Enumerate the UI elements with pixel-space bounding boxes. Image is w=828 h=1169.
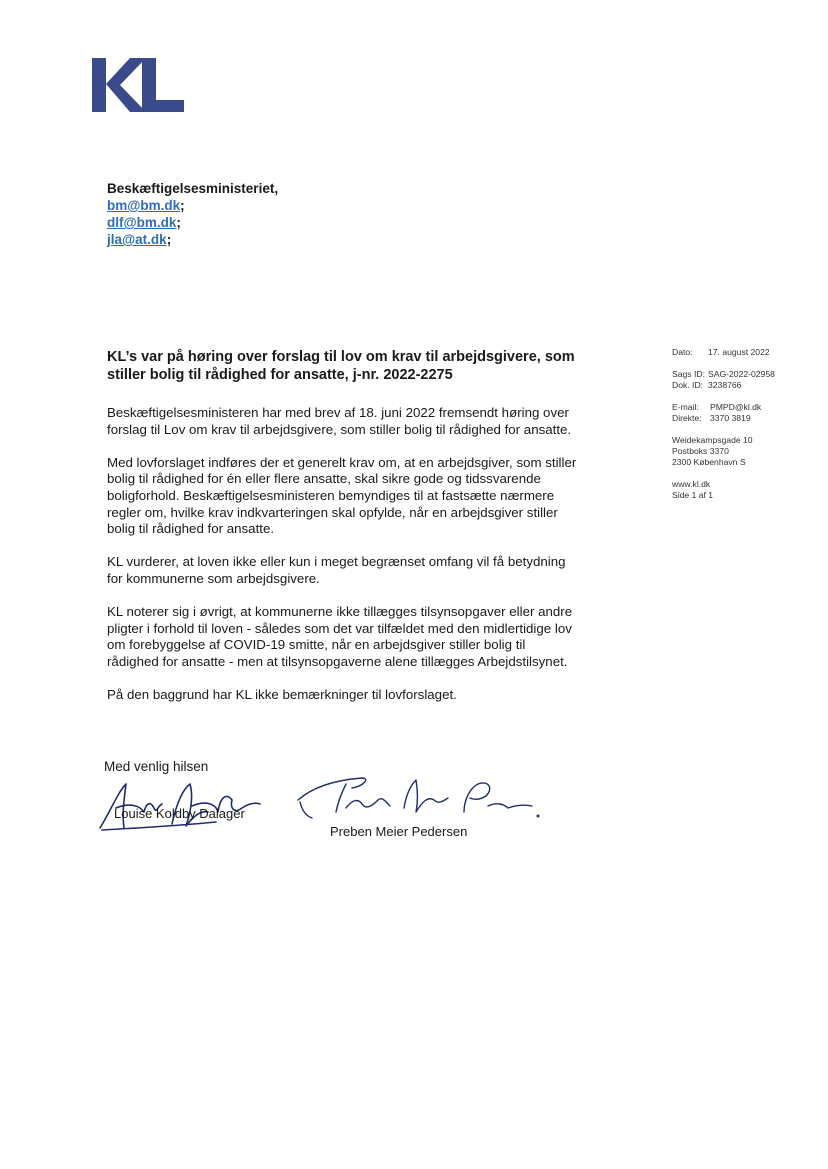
body-paragraph: På den baggrund har KL ikke bemærkninger til lovforslaget. [107, 687, 457, 703]
date-value: 17. august 2022 [708, 347, 770, 357]
recipient-block [107, 180, 278, 248]
kl-logo [90, 56, 186, 114]
email-separator: ; [180, 198, 185, 213]
email-label: E-mail: [672, 402, 699, 412]
letter-title: KL’s var på høring over forslag til lov om krav til arbejdsgivere, som stiller bolig til rådighed for ansatte, j-nr. 2022-2275 [107, 349, 575, 383]
body-paragraph: Beskæftigelsesministeren har med brev af 18. juni 2022 fremsendt høring over forslag til Lov om krav til arbejdsgivere, som stiller bolig til rådighed for ansatte. [107, 405, 572, 437]
email-link-dlf[interactable]: dlf@bm.dk [107, 215, 177, 230]
body-paragraph: KL noterer sig i øvrigt, at kommunerne ikke tillægges tilsynsopgaver eller andre pligter i forhold til loven - således som det var tilfældet med den midlertidige lov om forebyggelse af COVID-19 smitte, når en arbejdsgiver stiller bolig til rådighed for ansatte - men at tilsynsopgaverne alene tillægges Arbejdstilsynet. [107, 604, 573, 669]
sags-id-label: Sags ID: [672, 369, 705, 379]
dok-id-value: 3238766 [708, 380, 742, 390]
date-label: Dato: [672, 347, 693, 357]
meta-sidebar [672, 347, 822, 512]
contact-group [672, 402, 822, 424]
date-group [672, 347, 822, 358]
email-value[interactable]: PMPD@kl.dk [710, 402, 762, 412]
body-paragraph: KL vurderer, at loven ikke eller kun i meget begrænset omfang vil få betydning for kommunerne som arbejdsgivere. [107, 554, 566, 586]
signature-preben [292, 772, 544, 826]
web-group [672, 479, 822, 501]
body-paragraph: Med lovforslaget indføres der et generelt krav om, at en arbejdsgiver, som stiller bolig til rådighed for én eller flere ansatte, skal sikre gode og tidssvarende boligforhold. Beskæftigelsesministeren bemyndiges til at fastsætte nærmere regler om, hvilke krav indkvarteringen skal opfylde, når en arbejdsgiver stiller bolig til rådighed for ansatte. [107, 454, 577, 537]
sags-id-value: SAG-2022-02958 [708, 369, 775, 379]
closing-greeting: Med venlig hilsen [104, 759, 209, 774]
letter-body [107, 405, 577, 720]
address-line: Postboks 3370 [672, 446, 729, 456]
direkte-label: Direkte: [672, 413, 702, 423]
website[interactable]: www.kl.dk [672, 479, 711, 489]
signatory-name-1: Louise Koldby Dalager [114, 806, 245, 821]
address-group [672, 435, 822, 468]
email-link-bm[interactable]: bm@bm.dk [107, 198, 181, 213]
dok-id-label: Dok. ID: [672, 380, 704, 390]
page-number: Side 1 af 1 [672, 490, 714, 500]
id-group [672, 369, 822, 391]
email-separator: ; [176, 215, 181, 230]
direkte-value: 3370 3819 [710, 413, 751, 423]
email-link-jla[interactable]: jla@at.dk [107, 232, 167, 247]
signatory-name-2: Preben Meier Pedersen [330, 824, 468, 839]
address-line: 2300 København S [672, 457, 746, 467]
address-line: Weidekampsgade 10 [672, 435, 753, 445]
email-separator: ; [166, 232, 172, 247]
recipient-name: Beskæftigelsesministeriet, [107, 181, 279, 196]
